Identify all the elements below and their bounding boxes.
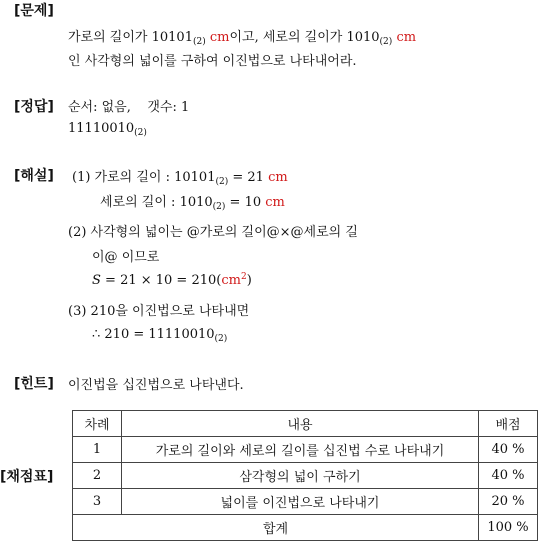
solution-step-1 [72, 166, 288, 187]
unit-cm: cm [396, 30, 417, 45]
rubric-header-row [73, 411, 538, 437]
header-score: 배점 [479, 411, 538, 437]
problem-base-2: (2) [379, 37, 393, 47]
hint-text: 이진법을 십진법으로 나타낸다. [68, 378, 244, 393]
row-number: 1 [73, 437, 122, 463]
solution-area-formula [92, 272, 252, 288]
header-content: 내용 [122, 411, 479, 437]
problem-text-b: 이고, 세로의 길이가 1010 [229, 30, 380, 45]
row-content: 가로의 길이와 세로의 길이를 십진법 수로 나타내기 [122, 437, 479, 463]
unit-cm2: cm [221, 273, 241, 288]
rubric-tag: [채점표] [0, 469, 54, 485]
total-label: 합계 [73, 515, 479, 541]
solution-step-2-line-2: 이@ 이므로 [92, 250, 160, 265]
row-content: 넓이를 이진법으로 나타내기 [122, 489, 479, 515]
step1b-eq: = 10 [225, 195, 266, 210]
answer-value [68, 121, 147, 138]
step1b-base: (2) [212, 202, 226, 212]
result-base: (2) [214, 334, 228, 344]
row-score: 40 % [479, 463, 538, 489]
header-order: 차례 [73, 411, 122, 437]
unit-cm: cm [209, 30, 230, 45]
hint-tag: [힌트] [14, 376, 54, 392]
problem-line-1 [68, 26, 416, 47]
area-variable: S [92, 273, 101, 288]
problem-line-2: 인 사각형의 넓이를 구하여 이진법으로 나타내어라. [68, 54, 357, 69]
unit-cm: cm [268, 170, 288, 185]
problem-text-a: 가로의 길이가 10101 [68, 30, 193, 45]
step1-eq: = 21 [228, 170, 269, 185]
answer-number: 11110010 [68, 121, 135, 136]
solution-step-3-line-2 [92, 327, 227, 344]
step1-base: (2) [215, 177, 229, 187]
row-number: 3 [73, 489, 122, 515]
answer-meta: 순서: 없음, 갯수: 1 [68, 100, 190, 115]
problem-base-1: (2) [192, 37, 206, 47]
total-score: 100 % [479, 515, 538, 541]
row-number: 2 [73, 463, 122, 489]
area-eq: = 21 × 10 = 210( [100, 273, 222, 288]
rubric-total-row [73, 515, 538, 541]
therefore-result: ∴ 210 = 11110010 [92, 327, 215, 342]
problem-tag: [문제] [14, 3, 54, 19]
solution-tag: [해설] [14, 168, 54, 184]
answer-tag: [정답] [14, 99, 54, 115]
step1b-text: 세로의 길이 : 1010 [100, 195, 213, 210]
table-row [73, 489, 538, 515]
solution-step-2-line-1: (2) 사각형의 넓이는 @가로의 길이@×@세로의 길 [68, 225, 358, 240]
row-content: 삼각형의 넓이 구하기 [122, 463, 479, 489]
unit-exponent: 2 [240, 272, 247, 282]
table-row [73, 463, 538, 489]
answer-base: (2) [134, 128, 147, 138]
table-row [73, 437, 538, 463]
step1-text: (1) 가로의 길이 : 10101 [72, 170, 216, 185]
row-score: 40 % [479, 437, 538, 463]
row-score: 20 % [479, 489, 538, 515]
rubric-table [72, 410, 538, 541]
solution-step-1b [100, 191, 285, 212]
area-close: ) [246, 273, 252, 288]
solution-step-3-line-1: (3) 210을 이진법으로 나타내면 [68, 304, 250, 319]
unit-cm: cm [265, 195, 285, 210]
